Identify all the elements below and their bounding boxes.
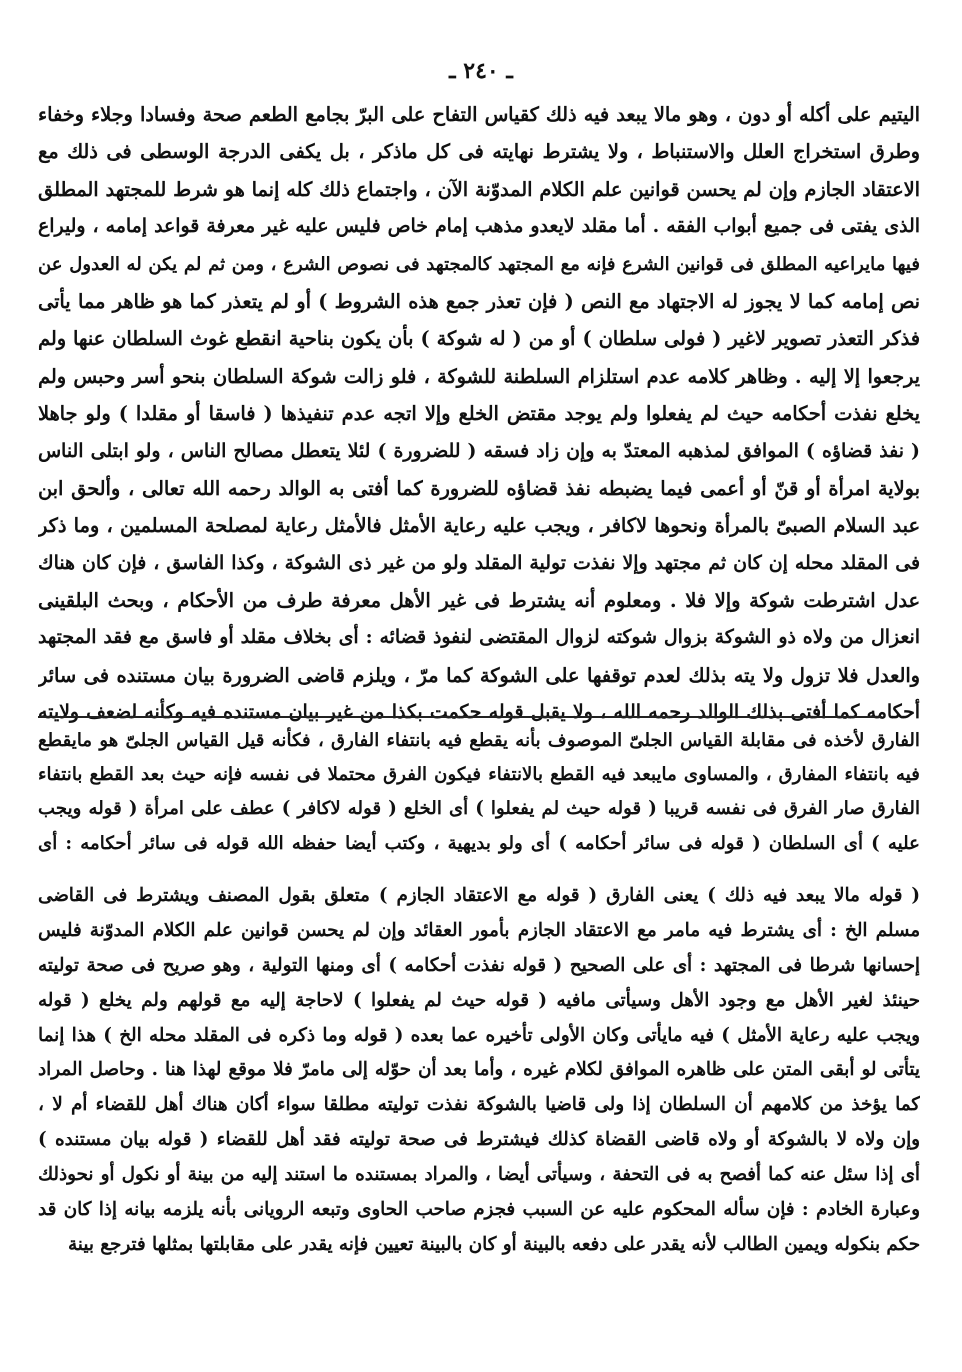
main-text-line: انعزال من ولاه ذو الشوكة بزوال شوكته لزوال المقتضى لنفوذ قضائه : أى بخلاف مقلد أو فاسق مع فقد المجتهد	[38, 626, 920, 649]
commentary-text-line: حكم بنكوله ويمين الطالب لأنه يقدر على دفعه بالبينة أو كان بالبينة تعيين فإنه يقدر على مقابلتها بمثلها فترجع بينة	[68, 1233, 920, 1255]
main-text-line: عبد السلام الصبىّ بالمرأة ونحوها لاكافر ، ويجب عليه رعاية الأمثل فالأمثل رعاية لمصلحة المسلمين ، وما ذكر	[38, 514, 920, 538]
gloss-text-line: عليه ) أى السلطان ( قوله فى سائر أحكامه ) أى ولو بديهية ، وكتب أيضا حفظه الله قوله فى سائر أحكامه : أى	[38, 832, 920, 854]
page-number: ـ ٢٤٠ ـ	[449, 58, 513, 84]
commentary-text-line: حينئذ لغير الأهل مع وجود الأهل وسيأتى مافيه ( قوله حيث لم يفعلوا ) لاحاجة إليه مع قولهم ولم يخلع ( قوله	[38, 989, 920, 1011]
main-text-line: ( نفذ قضاؤه ) الموافق لمذهبه المعتدّ به وإن زاد فسقه ( للضرورة ) لئلا يتعطل مصالح الناس ، ولو ابتلى الناس	[38, 439, 920, 462]
main-text-line: فذكر التعذر تصوير لاغير ( فولى سلطان ) أو من ( له شوكة ) بأن يكون بناحية انقطع غوث السلطان عنها ولم	[38, 327, 920, 351]
main-text-line: عدل اشترطت شوكة وإلا فلا . ومعلوم أنه يشترط فى غير الأهل معرفة طرف من الأحكام ، وبحث البلقينى	[38, 589, 920, 613]
commentary-text-line: وعبارة الخادم : فإن سأله المحكوم عليه عن السبب فجزم صاحب الحاوى وتبعه الرويانى بأنه يلزمه بيانه إذا كان قد	[38, 1199, 920, 1221]
gloss-text-line: الفارق صار الفرق فى نفسه قريبا ( قوله حيث لم يفعلوا ) أى الخلع ( قوله لاكافر ) عطف على امرأة ( قوله ويجب	[38, 798, 920, 820]
commentary-text-line: ويجب عليه رعاية الأمثل ) فيه مايأتى وكان الأولى تأخيره عما بعده ( قوله وما ذكره فى المقلد محله الخ ) هذا إنما	[38, 1024, 920, 1046]
main-text-line: اليتيم على أكله أو دون ، وهو مالا يبعد فيه ذلك كقياس التفاح على البرّ بجامع الطعم صحة وفسادا وجلاء وخفاء	[38, 103, 920, 126]
main-text-line: الاعتقاد الجازم وإن لم يحسن قوانين علم الكلام المدوّنة الآن ، واجتماع ذلك كله إنما هو شرط للمجتهد المطلق	[38, 177, 920, 201]
main-text-block	[38, 96, 920, 732]
main-text-line: والعدل فلا تزول ولا يته بذلك لعدم توقفها على الشوكة كما مرّ ، ويلزم قاضى الضرورة بيان مستنده فى سائر	[38, 663, 920, 687]
main-text-line: أحكامه كما أفتى بذلك الوالد رحمه الله ، ولا يقبل قوله حكمت بكذا من غير بيان مستنده فيه وكأنه لضعف ولايته	[38, 701, 920, 724]
commentary-text-line: يتأتى لو أبقى المتن على ظاهره الموافق لكلام غيره ، وأما بعد أن حوّله إلى مامرّ فلا موقع لهذا هنا . وحاصل المراد	[38, 1059, 920, 1081]
gloss-text-line: الفارق لأخذه فى مقابلة القياس الجلىّ الموصوف بأنه يقطع فيه بانتفاء الفارق ، فكأنه قيل القياس الجلىّ هو مايقطع	[38, 730, 920, 751]
commentary-text-line: وإن ولاه لا بالشوكة أو ولاه قاضى القضاة كذلك فيشترط فى صحة توليته فقد أهل للقضاء ( قوله بيان مستنده )	[38, 1129, 920, 1151]
main-text-line: وطرق استخراج العلل والاستنباط ، ولا يشترط نهايته فى كل ماذكر ، بل يكفى الدرجة الوسطى فى ذلك مع	[38, 140, 920, 164]
commentary-text-line: أى إذا سئل عنه كما أفصح به فى التحفة ، وسيأتى أيضا ، والمراد بمستنده ما استند إليه من بينة أو نكول أو نحوذلك	[38, 1164, 920, 1186]
commentary-text-line: كما يؤخذ من كلامهم أن السلطان إذا ولى قاضيا بالشوكة نفذت توليته مطلقا سواء أكان هناك أهل للقضاء أم لا ،	[38, 1094, 920, 1116]
main-text-line: فى المقلد محله إن كان ثم مجتهد وإلا نفذت تولية المقلد ولو من غير ذى الشوكة ، وكذا الفاسق ، فإن كان هناك	[38, 551, 920, 574]
main-text-line: فيها مايراعيه المطلق فى قوانين الشرع فإنه مع المجتهد كالمجتهد فى نصوص الشرع ، ومن ثم لم يكن له العدول عن	[38, 253, 920, 275]
commentary-text-line: ( قوله مالا يبعد فيه ذلك ) يعنى الفارق ( قوله مع الاعتقاد الجازم ) متعلق بقول المصنف ويشترط فى القاضى	[38, 885, 920, 906]
main-text-line: الذى يفتى فى جميع أبواب الفقه . أما مقلد لايعدو مذهب إمام خاص فليس عليه غير معرفة قواعد إمامه ، وليراع	[38, 215, 920, 238]
gloss-text-line: فيه بانتفاء المفارق ، والمساوى مايبعد فيه القطع بالانتفاء فيكون الفرق محتملا فى نفسه فإنه حيث بعد القطع بانتفاء	[38, 764, 920, 786]
main-text-line: بولاية امرأة أو قنّ أو أعمى فيما يضبطه نفذ قضاؤه للضرورة كما أفتى به الوالد رحمه الله تعالى ، وألحق ابن	[38, 476, 920, 500]
margin-commentary-block	[38, 879, 920, 1263]
main-text-line: يرجعوا إلا إليه . وظاهر كلامه عدم استلزام السلطنة للشوكة ، فلو زالت شوكة السلطان بنحو أسر وحبس ولم	[38, 364, 920, 388]
main-text-line: يخلع نفذت أحكامه حيث لم يفعلوا ولم يوجد مقتض الخلع وإلا اتجه عدم تنفيذها ( فاسقا أو مقلدا ) ولو جاهلا	[38, 402, 920, 426]
commentary-text-line: مسلم الخ : أى يشترط فيه مامر مع الاعتقاد الجازم بأمور العقائد وإن لم يحسن قوانين علم الكلام المدوّنة فليس	[38, 919, 920, 941]
main-text-line: نص إمامه كما لا يجوز له الاجتهاد مع النص ( فإن تعذر جمع هذه الشروط ) أو لم يتعذر كما هو ظاهر مما يأتى	[38, 289, 920, 313]
commentary-text-line: إحسانها شرطا فى المجتهد : أى على الصحيح ( قوله نفذت أحكامه ) أى ومنها التولية ، وهو صريح فى صحة توليته	[38, 954, 920, 976]
footnote-divider	[38, 716, 882, 718]
gloss-text-block	[38, 724, 920, 861]
